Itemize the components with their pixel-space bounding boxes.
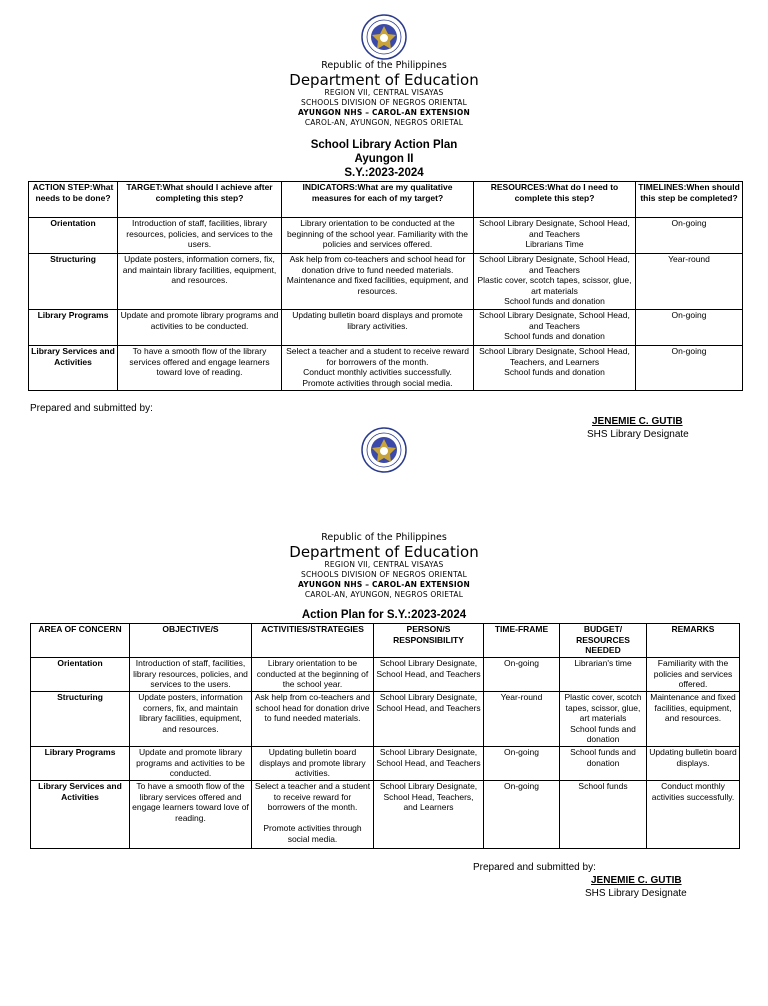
row-objectives: Update posters, information corners, fix, and maintain library facilities, equipment, and resources. [130,692,252,747]
table-row [31,781,740,849]
table-row [29,346,743,391]
prepared-label: Prepared and submitted by: [30,403,153,414]
row-timeline: On-going [636,346,743,391]
row-remarks: Conduct monthly activities successfully. [647,781,740,849]
row-activities: Library orientation to be conducted at the beginning of the school year. [252,658,374,692]
table-header-row [29,182,743,218]
row-area: Library Services and Activities [31,781,130,849]
row-indicators: Select a teacher and a student to receive reward for borrowers of the month. Conduct monthly activities successfully. Promote activities through social media. [282,346,474,391]
row-budget: Librarian's time [560,658,647,692]
signer-name: JENEMIE C. GUTIB [591,875,682,886]
plan1-year: S.Y.:2023-2024 [344,167,424,179]
row-area: Library Programs [31,747,130,781]
row-timeframe: On-going [484,658,560,692]
address-text: CAROL-AN, AYUNGON, NEGROS ORIETAL [304,118,464,127]
row-remarks: Familiarity with the policies and services offered. [647,658,740,692]
signer-title: SHS Library Designate [585,888,687,899]
row-step: Orientation [29,218,118,254]
row-step: Library Programs [29,310,118,346]
col-remarks: REMARKS [647,624,740,658]
row-activities: Ask help from co-teachers and school head for donation drive to fund needed materials. [252,692,374,747]
row-persons: School Library Designate, School Head, Teachers, and Learners [374,781,484,849]
col-timeframe: TIME-FRAME [484,624,560,658]
row-target: Update posters, information corners, fix, and maintain library facilities, equipment, and resources. [118,254,282,310]
row-objectives: Update and promote library programs and activities to be conducted. [130,747,252,781]
deped-seal-icon [361,427,407,473]
col-area: AREA OF CONCERN [31,624,130,658]
col-action-step: ACTION STEP:What needs to be done? [29,182,118,218]
school-text: AYUNGON NHS – CAROL-AN EXTENSION [298,580,470,589]
region-text: REGION VII, CENTRAL VISAYAS [324,560,444,569]
col-timelines: TIMELINES:When should this step be completed? [636,182,743,218]
col-target: TARGET:What should I achieve after completing this step? [118,182,282,218]
row-remarks: Updating bulletin board displays. [647,747,740,781]
signer-title: SHS Library Designate [587,429,689,440]
table-row [29,254,743,310]
row-step: Structuring [29,254,118,310]
col-activities: ACTIVITIES/STRATEGIES [252,624,374,658]
col-indicators: INDICATORS:What are my qualitative measures for each of my target? [282,182,474,218]
row-resources: School Library Designate, School Head, and Teachers School funds and donation [474,310,636,346]
republic-text: Republic of the Philippines [321,60,447,71]
address-text: CAROL-AN, AYUNGON, NEGROS ORIETAL [304,590,464,599]
row-timeline: On-going [636,218,743,254]
row-objectives: To have a smooth flow of the library services offered and engage learners toward love of reading. [130,781,252,849]
row-objectives: Introduction of staff, facilities, library resources, policies, and services to the users. [130,658,252,692]
table-row [29,310,743,346]
table-row [31,692,740,747]
col-resources: RESOURCES:What do I need to complete this step? [474,182,636,218]
row-persons: School Library Designate, School Head, and Teachers [374,658,484,692]
row-budget: School funds and donation [560,747,647,781]
school-text: AYUNGON NHS – CAROL-AN EXTENSION [298,108,470,117]
row-indicators: Ask help from co-teachers and school head for donation drive to fund needed materials. Maintenance and fixed facilities, equipment, and resources. [282,254,474,310]
table-header-row [31,624,740,658]
row-budget: School funds [560,781,647,849]
signer-name: JENEMIE C. GUTIB [592,416,683,427]
row-indicators: Updating bulletin board displays and promote library activities. [282,310,474,346]
deped-seal-icon [361,14,407,60]
department-title: Department of Education [289,71,479,89]
region-text: REGION VII, CENTRAL VISAYAS [324,88,444,97]
row-timeframe: Year-round [484,692,560,747]
col-persons: PERSON/S RESPONSIBILITY [374,624,484,658]
plan1-title: School Library Action Plan [310,139,458,151]
row-timeline: On-going [636,310,743,346]
row-remarks: Maintenance and fixed facilities, equipment, and resources. [647,692,740,747]
row-activities: Updating bulletin board displays and promote library activities. [252,747,374,781]
department-title: Department of Education [289,543,479,561]
row-timeline: Year-round [636,254,743,310]
plan2-title: Action Plan for S.Y.:2023-2024 [301,609,467,621]
row-target: Update and promote library programs and activities to be conducted. [118,310,282,346]
row-budget: Plastic cover, scotch tapes, scissor, glue, art materials School funds and donation [560,692,647,747]
action-plan-table-2 [30,623,740,849]
table-row [29,218,743,254]
republic-text: Republic of the Philippines [321,532,447,543]
row-target: To have a smooth flow of the library services offered and engage learners toward love of reading. [118,346,282,391]
row-activities: Select a teacher and a student to receive reward for borrowers of the month. Promote activities through social media. [252,781,374,849]
prepared-label: Prepared and submitted by: [473,862,596,873]
row-indicators: Library orientation to be conducted at the beginning of the school year. Familiarity with the policies and services offered. [282,218,474,254]
row-persons: School Library Designate, School Head, and Teachers [374,692,484,747]
row-persons: School Library Designate, School Head, and Teachers [374,747,484,781]
division-text: SCHOOLS DIVISION OF NEGROS ORIENTAL [301,570,467,579]
row-resources: School Library Designate, School Head, Teachers, and Learners School funds and donation [474,346,636,391]
row-resources: School Library Designate, School Head, and Teachers Plastic cover, scotch tapes, scissor, glue, art materials School funds and donation [474,254,636,310]
table-row [31,658,740,692]
row-area: Structuring [31,692,130,747]
row-timeframe: On-going [484,781,560,849]
table-row [31,747,740,781]
row-step: Library Services and Activities [29,346,118,391]
col-objectives: OBJECTIVE/S [130,624,252,658]
row-resources: School Library Designate, School Head, and Teachers Librarians Time [474,218,636,254]
row-target: Introduction of staff, facilities, library resources, policies, and services to the users. [118,218,282,254]
action-plan-table [28,181,743,391]
row-timeframe: On-going [484,747,560,781]
division-text: SCHOOLS DIVISION OF NEGROS ORIENTAL [301,98,467,107]
col-budget: BUDGET/ RESOURCES NEEDED [560,624,647,658]
row-area: Orientation [31,658,130,692]
plan1-subtitle: Ayungon II [354,153,414,165]
